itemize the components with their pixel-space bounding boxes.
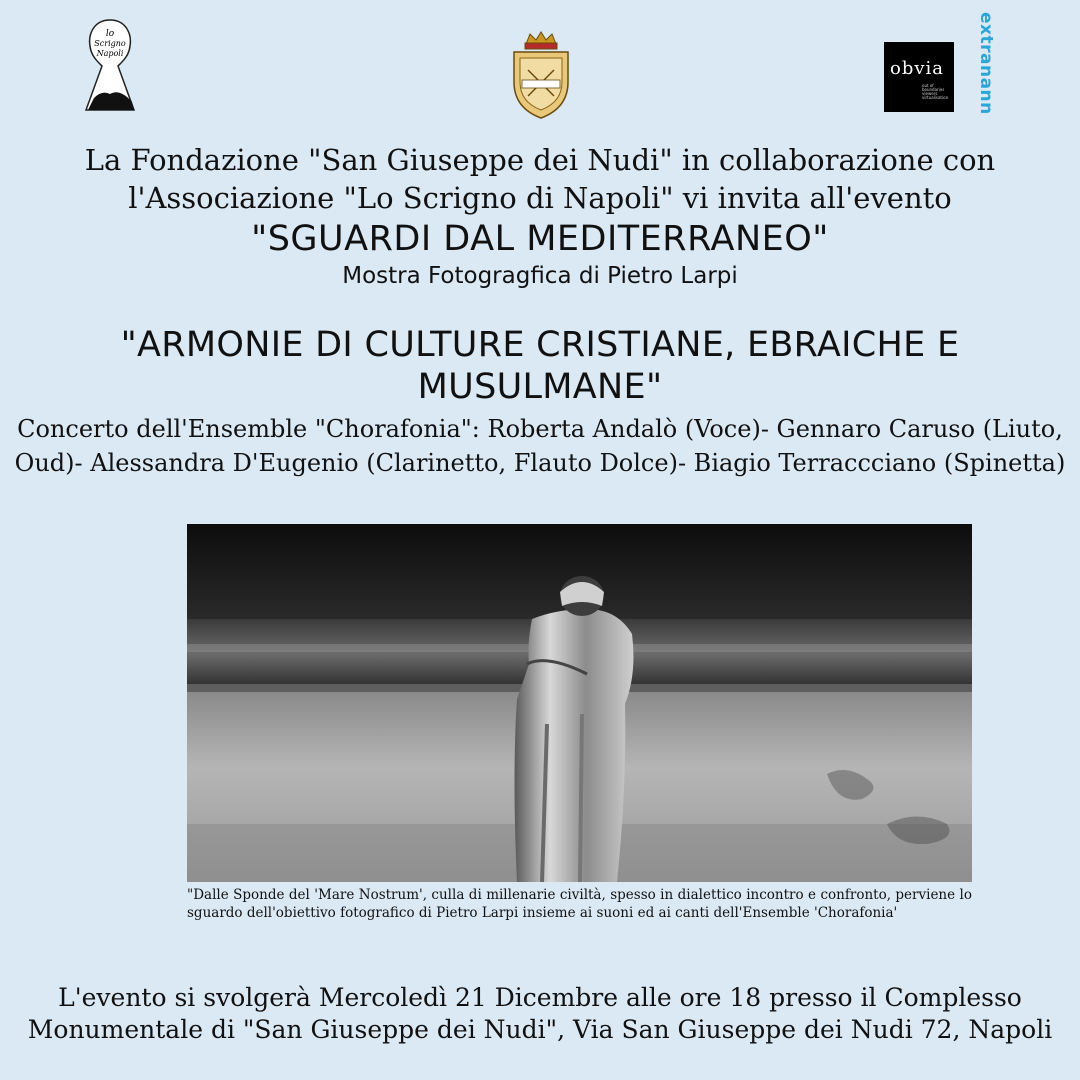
exhibition-title: "SGUARDI DAL MEDITERRANEO" xyxy=(251,219,829,259)
lo-scrigno-logo xyxy=(80,18,140,114)
event-info: L'evento si svolgerà Mercoledì 21 Dicembre alle ore 18 presso il Complesso Monumentale di "San Giuseppe dei Nudi", Via San Giuseppe dei Nudi 72, Napoli xyxy=(27,983,1053,1044)
obvia-logo xyxy=(884,42,954,112)
event-photo xyxy=(187,524,972,882)
intro-line-1: La Fondazione "San Giuseppe dei Nudi" in collaborazione con xyxy=(84,143,996,177)
concert-title: "ARMONIE DI CULTURE CRISTIANE, EBRAICHE E MUSULMANE" xyxy=(120,325,960,407)
extranann-logo xyxy=(976,12,996,122)
svg-text:Napoli: Napoli xyxy=(96,49,124,58)
exhibition-subtitle: Mostra Fotogragfica di Pietro Larpi xyxy=(342,263,738,289)
intro-line-2: l'Associazione "Lo Scrigno di Napoli" vi invita all'evento xyxy=(128,181,952,215)
photo-caption: "Dalle Sponde del 'Mare Nostrum', culla di millenarie civiltà, spesso in dialettico incontro e confronto, perviene lo sguardo dell'obiettivo fotografico di Pietro Larpi insieme ai suoni ed ai canti dell'Ensemble 'Chorafonia' xyxy=(187,887,972,921)
extranann-logo-text: extranann xyxy=(976,12,996,115)
crest-logo xyxy=(508,30,574,120)
svg-text:Scrigno: Scrigno xyxy=(94,39,126,48)
concert-description: Concerto dell'Ensemble "Chorafonia": Roberta Andalò (Voce)- Gennaro Caruso (Liuto, Oud)- Alessandra D'Eugenio (Clarinetto, Flauto Dolce)- Biagio Terraccciano (Spinetta) xyxy=(14,415,1066,477)
obvia-logo-text: obvia xyxy=(890,58,945,79)
obvia-logo-small-text: out of boundaries viewers virtualisation xyxy=(922,83,949,100)
svg-text:lo: lo xyxy=(105,29,115,39)
